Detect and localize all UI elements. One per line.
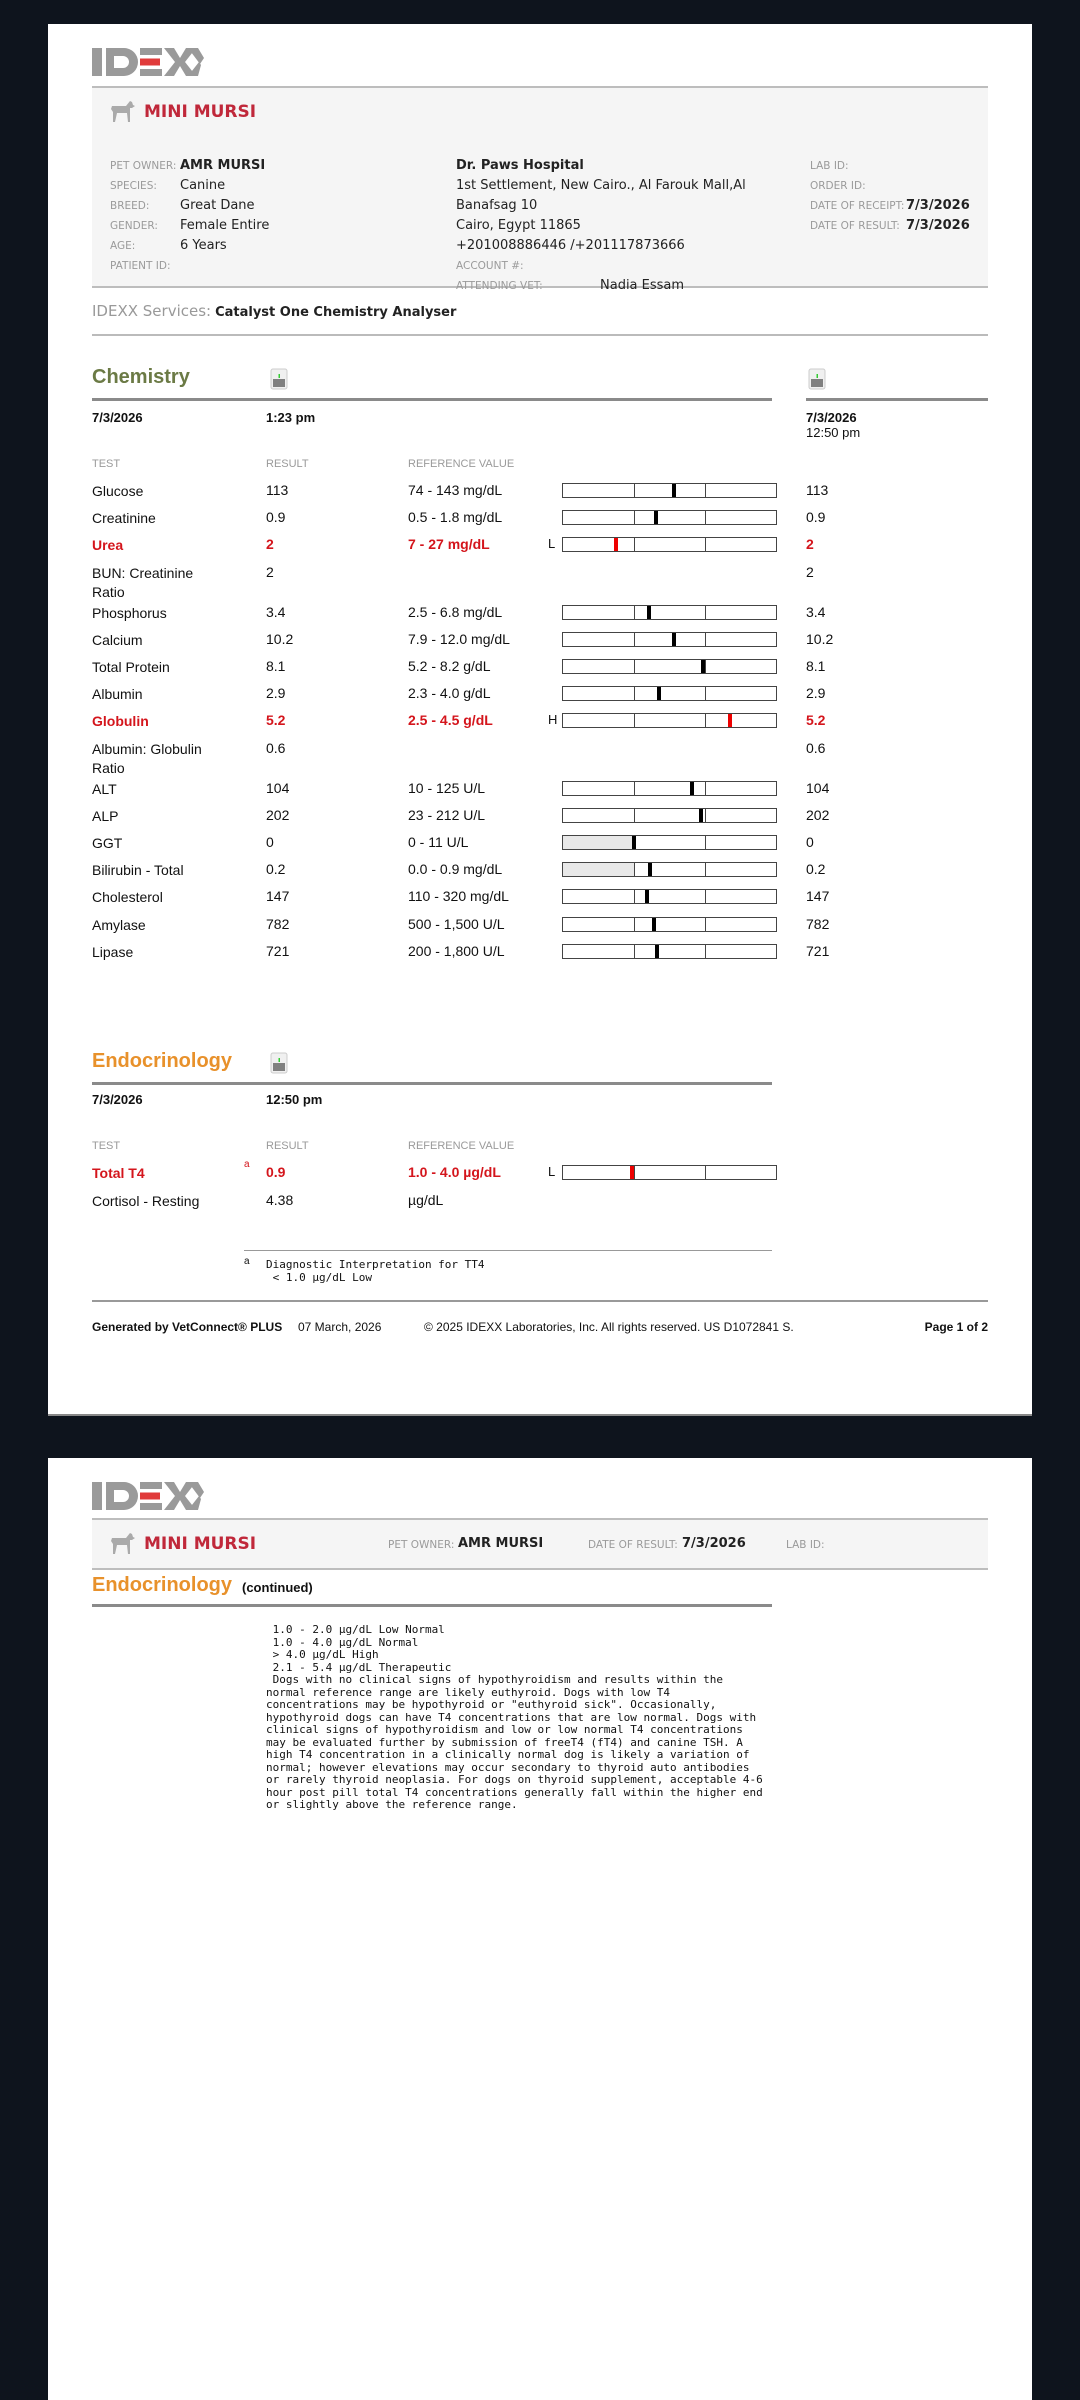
reference-range: 7 - 27 mg/dL (408, 536, 490, 553)
result-marker (614, 538, 618, 551)
below-range-shading (563, 863, 634, 876)
chemistry-previous-rule (806, 398, 988, 401)
age-label: AGE: (110, 240, 136, 252)
reference-range: 2.5 - 4.5 g/dL (408, 712, 493, 729)
range-indicator-bar (562, 659, 777, 674)
reference-range: 200 - 1,800 U/L (408, 942, 505, 959)
pet-owner-value: AMR MURSI (180, 158, 266, 173)
test-name: Cortisol - Resting (92, 1193, 200, 1209)
range-divider (705, 1166, 706, 1179)
chemistry-rule (92, 398, 772, 401)
previous-result: 2 (806, 536, 814, 553)
column-header-test: TEST (92, 1140, 121, 1152)
generated-by: Generated by VetConnect® PLUS (92, 1320, 283, 1334)
date-of-receipt-label: DATE OF RECEIPT: (810, 200, 905, 212)
dog-icon (110, 100, 136, 124)
patient-id-label: PATIENT ID: (110, 260, 171, 272)
result-row (48, 631, 1032, 657)
pet-name: MINI MURSI (144, 1534, 257, 1554)
previous-result: 113 (806, 482, 829, 498)
reference-range: 5.2 - 8.2 g/dL (408, 658, 491, 674)
result-value: 2 (266, 536, 274, 553)
test-name: Lipase (92, 943, 134, 960)
range-divider (705, 863, 706, 876)
lab-id-label: LAB ID: (786, 1539, 825, 1551)
range-indicator-bar (562, 483, 777, 498)
range-indicator-bar (562, 862, 777, 877)
result-row (48, 604, 1032, 630)
result-row (48, 780, 1032, 806)
range-divider (634, 633, 635, 646)
range-indicator-bar (562, 537, 777, 552)
previous-result: 5.2 (806, 712, 826, 729)
date-of-result-label: DATE OF RESULT: (588, 1539, 678, 1551)
result-marker (654, 511, 658, 524)
pet-owner-label: PET OWNER: (110, 160, 177, 172)
range-divider (705, 890, 706, 903)
clinic-name: Dr. Paws Hospital (456, 158, 584, 173)
result-value: 3.4 (266, 603, 286, 620)
abnormal-flag: L (548, 1164, 556, 1179)
reference-range: 0.0 - 0.9 mg/dL (408, 861, 503, 878)
footnote-rule (244, 1250, 772, 1251)
order-id-label: ORDER ID: (810, 180, 866, 192)
reference-range: 0.5 - 1.8 mg/dL (408, 509, 503, 526)
previous-result: 0.2 (806, 861, 826, 878)
range-indicator-bar (562, 632, 777, 647)
result-row (48, 861, 1032, 887)
result-value: 782 (266, 915, 290, 932)
endocrinology-continued-title: Endocrinology (92, 1574, 232, 1596)
analyzer-icon-previous (808, 368, 826, 390)
previous-result: 0 (806, 834, 814, 850)
range-divider (634, 918, 635, 931)
result-marker (632, 836, 636, 849)
result-row (48, 1159, 1032, 1190)
copyright: © 2025 IDEXX Laboratories, Inc. All rights reserved. US D1072841 S. (424, 1320, 794, 1334)
attending-vet-value: Nadia Essam (600, 278, 685, 293)
continued-label: (continued) (242, 1580, 313, 1595)
column-header-result: RESULT (266, 458, 309, 470)
previous-result: 3.4 (806, 603, 826, 620)
reference-range: 110 - 320 mg/dL (408, 888, 509, 905)
result-value: 0.9 (266, 1164, 286, 1180)
endocrinology-rule (92, 1082, 772, 1085)
result-row (48, 807, 1032, 833)
range-divider (634, 538, 635, 551)
result-marker (728, 714, 732, 727)
test-name: BUN: Creatinine Ratio (92, 564, 194, 600)
result-value: 202 (266, 806, 290, 823)
clinic-address-line-2: Banafsag 10 (456, 198, 538, 213)
endocrinology-date: 7/3/2026 (92, 1092, 143, 1107)
result-marker (648, 863, 652, 876)
test-name: Creatinine (92, 510, 156, 527)
patient-info-panel (92, 88, 988, 293)
abnormal-flag: L (548, 536, 556, 552)
range-indicator-bar (562, 1165, 777, 1180)
range-divider (705, 687, 706, 700)
test-name: Albumin (92, 686, 143, 703)
previous-result: 2 (806, 563, 814, 580)
test-name: Calcium (92, 631, 143, 648)
result-row (48, 943, 1032, 969)
previous-result: 10.2 (806, 630, 834, 647)
result-marker (657, 687, 661, 700)
pet-name: MINI MURSI (144, 102, 257, 122)
reference-range: 500 - 1,500 U/L (408, 915, 505, 932)
endocrinology-title: Endocrinology (92, 1050, 232, 1072)
date-of-result-value: 7/3/2026 (906, 218, 970, 233)
result-row (48, 563, 1032, 600)
test-name: Cholesterol (92, 889, 163, 906)
result-marker (652, 918, 656, 931)
test-name: Amylase (92, 916, 146, 933)
range-divider (634, 863, 635, 876)
gender-value: Female Entire (180, 218, 270, 233)
species-label: SPECIES: (110, 180, 157, 192)
chemistry-date: 7/3/2026 (92, 410, 143, 425)
previous-result: 2.9 (806, 685, 826, 702)
result-value: 8.1 (266, 658, 286, 674)
result-row (48, 916, 1032, 942)
date-of-receipt-value: 7/3/2026 (906, 198, 970, 213)
test-name: Urea (92, 537, 124, 554)
abnormal-flag: H (548, 712, 558, 728)
result-row (48, 685, 1032, 711)
column-header-reference: REFERENCE VALUE (408, 458, 515, 470)
attending-vet-label: ATTENDING VET: (456, 280, 543, 292)
result-value: 2 (266, 563, 274, 580)
previous-result: 782 (806, 915, 830, 932)
account-label: ACCOUNT #: (456, 260, 524, 272)
range-divider (634, 782, 635, 795)
result-marker (630, 1166, 634, 1179)
idexx-services (92, 302, 456, 320)
analyzer-icon (270, 368, 288, 390)
range-indicator-bar (562, 510, 777, 525)
result-marker (690, 782, 694, 795)
range-divider (634, 945, 635, 958)
range-divider (705, 714, 706, 727)
range-indicator-bar (562, 686, 777, 701)
test-name: Total T4 (92, 1165, 145, 1181)
endocrinology-continued-rule (92, 1604, 772, 1607)
reference-range: 1.0 - 4.0 µg/dL (408, 1164, 501, 1180)
gender-label: GENDER: (110, 220, 158, 232)
range-indicator-bar (562, 917, 777, 932)
reference-range: 7.9 - 12.0 mg/dL (408, 630, 510, 647)
services-value: Catalyst One Chemistry Analyser (215, 305, 457, 320)
range-divider (705, 606, 706, 619)
range-indicator-bar (562, 835, 777, 850)
reference-range: 74 - 143 mg/dL (408, 482, 503, 498)
result-marker (672, 484, 676, 497)
test-name: Bilirubin - Total (92, 862, 184, 879)
test-name: Glucose (92, 483, 144, 499)
previous-result: 8.1 (806, 658, 826, 674)
result-row (48, 834, 1032, 860)
footnote-mark: a (244, 1256, 250, 1267)
footnote-marker: a (244, 1159, 250, 1170)
test-name: Total Protein (92, 659, 170, 675)
range-indicator-bar (562, 944, 777, 959)
range-divider (634, 687, 635, 700)
range-divider (705, 918, 706, 931)
range-divider (705, 782, 706, 795)
services-label: IDEXX Services: (92, 302, 212, 320)
range-divider (634, 606, 635, 619)
reference-range: 2.3 - 4.0 g/dL (408, 685, 491, 702)
result-value: 5.2 (266, 712, 286, 729)
clinic-address-line-1: 1st Settlement, New Cairo., Al Farouk Mall,Al (456, 178, 746, 193)
pet-owner-label: PET OWNER: (388, 1539, 455, 1551)
result-value: 0.6 (266, 739, 286, 756)
page-number: Page 1 of 2 (924, 1320, 988, 1334)
species-value: Canine (180, 178, 226, 193)
range-divider (634, 484, 635, 497)
previous-result: 104 (806, 779, 830, 796)
breed-label: BREED: (110, 200, 150, 212)
reference-range: 2.5 - 6.8 mg/dL (408, 603, 503, 620)
previous-result: 147 (806, 888, 830, 905)
range-divider (705, 633, 706, 646)
chemistry-previous-date: 7/3/2026 (806, 410, 857, 425)
result-row (48, 712, 1032, 738)
result-marker (645, 890, 649, 903)
range-indicator-bar (562, 605, 777, 620)
test-name: ALT (92, 780, 117, 797)
range-divider (634, 660, 635, 673)
result-marker (699, 809, 703, 822)
result-value: 0 (266, 834, 274, 850)
previous-result: 721 (806, 942, 830, 959)
range-divider (634, 511, 635, 524)
endocrinology-time: 12:50 pm (266, 1092, 323, 1107)
clinic-address-line-3: Cairo, Egypt 11865 (456, 218, 581, 233)
range-divider (705, 836, 706, 849)
report-page-1 (48, 24, 1032, 1416)
report-page-2 (48, 1458, 1032, 2400)
date-of-result-label: DATE OF RESULT: (810, 220, 900, 232)
result-row (48, 509, 1032, 535)
previous-result: 0.6 (806, 739, 826, 756)
result-value: 721 (266, 942, 290, 959)
breed-value: Great Dane (180, 198, 255, 213)
previous-result: 0.9 (806, 509, 826, 526)
chemistry-title: Chemistry (92, 366, 190, 388)
result-marker (672, 633, 676, 646)
dog-icon (110, 1532, 136, 1556)
range-divider (705, 538, 706, 551)
reference-range: 10 - 125 U/L (408, 779, 486, 796)
clinic-phone: +201008886446 /+201117873666 (456, 238, 685, 253)
chemistry-time: 1:23 pm (266, 410, 316, 425)
column-header-result: RESULT (266, 1140, 309, 1152)
range-divider (634, 809, 635, 822)
below-range-shading (563, 836, 634, 849)
patient-summary-bar (92, 1518, 988, 1570)
footer-rule (92, 1300, 988, 1302)
result-row (48, 536, 1032, 562)
idexx-logo (92, 1480, 212, 1512)
services-rule (92, 334, 988, 336)
result-row (48, 1192, 1032, 1218)
reference-range: 23 - 212 U/L (408, 806, 486, 823)
result-value: 4.38 (266, 1192, 294, 1208)
lab-id-label: LAB ID: (810, 160, 849, 172)
test-name: Globulin (92, 713, 149, 730)
range-indicator-bar (562, 713, 777, 728)
column-header-test: TEST (92, 458, 121, 470)
age-value: 6 Years (180, 238, 227, 253)
test-name: GGT (92, 835, 123, 851)
footnote-text: Diagnostic Interpretation for TT4 < 1.0 µg/dL Low (266, 1258, 485, 1284)
range-divider (705, 945, 706, 958)
range-indicator-bar (562, 781, 777, 796)
range-divider (634, 714, 635, 727)
result-row (48, 658, 1032, 684)
result-value: 0.9 (266, 509, 286, 526)
result-value: 113 (266, 482, 289, 498)
reference-range: µg/dL (408, 1192, 444, 1208)
pet-owner-value: AMR MURSI (458, 1536, 544, 1551)
column-header-reference: REFERENCE VALUE (408, 1140, 515, 1152)
result-row (48, 482, 1032, 508)
result-row (48, 739, 1032, 776)
range-divider (705, 484, 706, 497)
test-name: Phosphorus (92, 604, 167, 621)
range-divider (705, 809, 706, 822)
result-value: 0.2 (266, 861, 286, 878)
analyzer-icon (270, 1052, 288, 1074)
result-value: 10.2 (266, 630, 294, 647)
range-divider (634, 890, 635, 903)
test-name: Albumin: Globulin Ratio (92, 740, 202, 776)
range-indicator-bar (562, 808, 777, 823)
range-divider (705, 511, 706, 524)
idexx-logo (92, 46, 212, 78)
t4-interpretation-text: 1.0 - 2.0 µg/dL Low Normal 1.0 - 4.0 µg/dL Normal > 4.0 µg/dL High 2.1 - 5.4 µg/dL Therapeutic Dogs with no clinical signs of hypothyroidism and results within the normal reference range are likely euthyroid. Dogs with low T4 concentrations may be hypothyroid or "euthyroid sick". Occasionally, hypothyroid dogs can have T4 concentrations that are low normal. Dogs with clinical signs of hypothyroidism and low or low normal T4 concentrations may be evaluated further by submission of freeT4 (fT4) and canine TSH. A high T4 concentration in a clinically normal dog is likely a variation of normal; however elevations may occur secondary to thyroid auto antibodies or rarely thyroid neoplasia. For dogs on thyroid supplement, acceptable 4-6 hour post pill total T4 concentrations generally fall within the higher end or slightly above the reference range. (266, 1623, 763, 1811)
generated-date: 07 March, 2026 (298, 1320, 382, 1334)
range-indicator-bar (562, 889, 777, 904)
result-row (48, 888, 1032, 914)
result-marker (701, 660, 705, 673)
test-name: ALP (92, 807, 119, 824)
result-marker (647, 606, 651, 619)
range-divider (634, 1166, 635, 1179)
result-value: 104 (266, 779, 290, 796)
result-value: 147 (266, 888, 290, 905)
date-of-result-value: 7/3/2026 (682, 1536, 746, 1551)
range-divider (705, 660, 706, 673)
result-marker (655, 945, 659, 958)
previous-result: 202 (806, 806, 830, 823)
reference-range: 0 - 11 U/L (408, 834, 469, 850)
result-value: 2.9 (266, 685, 286, 702)
chemistry-previous-time: 12:50 pm (806, 425, 861, 440)
